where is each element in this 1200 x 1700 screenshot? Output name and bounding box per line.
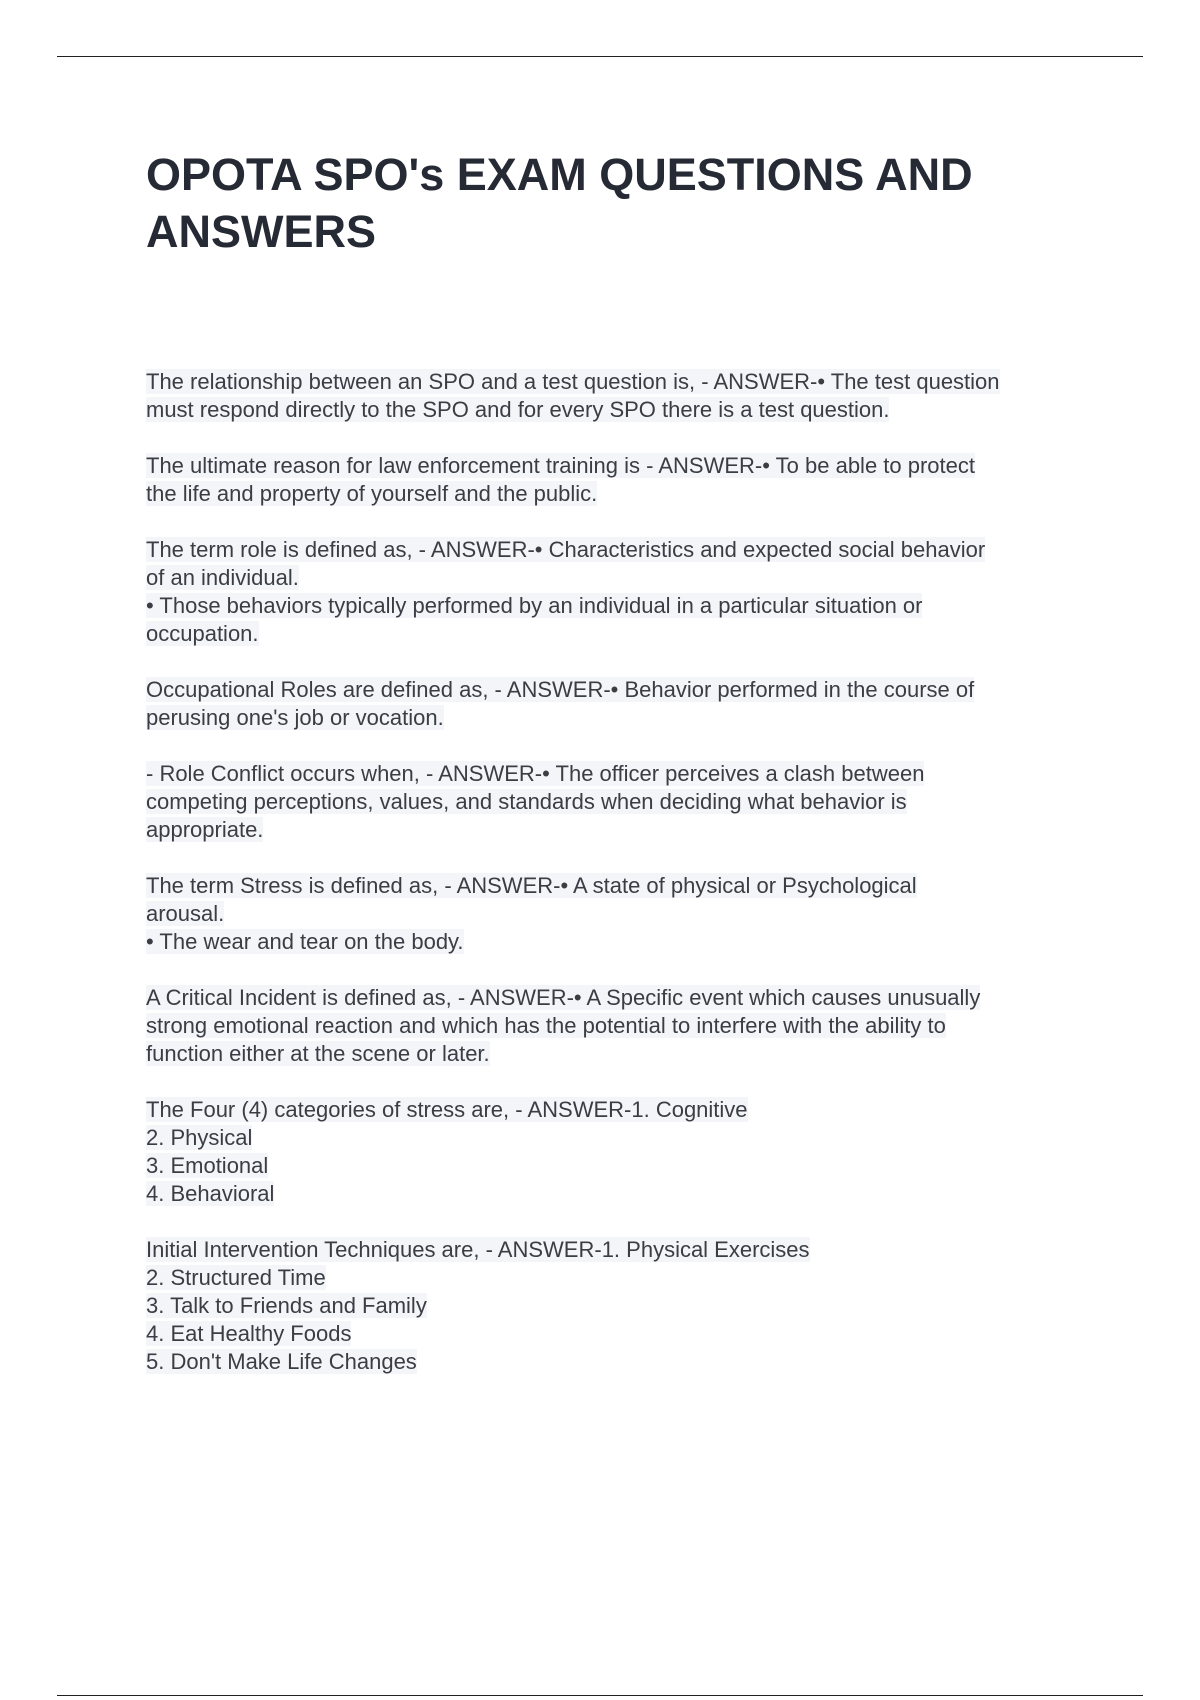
qa-item bbox=[146, 368, 1106, 424]
qa-line bbox=[146, 900, 1106, 928]
qa-line bbox=[146, 1180, 1106, 1208]
qa-line bbox=[146, 564, 1106, 592]
qa-line-text: appropriate. bbox=[146, 817, 264, 842]
qa-line-text: The term role is defined as, - ANSWER-• Characteristics and expected social behavior bbox=[146, 537, 986, 562]
qa-line-text: 4. Eat Healthy Foods bbox=[146, 1321, 352, 1346]
bottom-rule bbox=[57, 1695, 1143, 1696]
qa-line bbox=[146, 872, 1106, 900]
qa-line bbox=[146, 1124, 1106, 1152]
qa-line-text: must respond directly to the SPO and for every SPO there is a test question. bbox=[146, 397, 890, 422]
qa-line-text: - Role Conflict occurs when, - ANSWER-• The officer perceives a clash between bbox=[146, 761, 925, 786]
qa-line bbox=[146, 1012, 1106, 1040]
qa-line-text: strong emotional reaction and which has the potential to interfere with the ability to bbox=[146, 1013, 946, 1038]
qa-line-text: perusing one's job or vocation. bbox=[146, 705, 444, 730]
qa-line-text: The relationship between an SPO and a test question is, - ANSWER-• The test question bbox=[146, 369, 1000, 394]
qa-line-text: the life and property of yourself and the public. bbox=[146, 481, 598, 506]
qa-line bbox=[146, 1348, 1106, 1376]
qa-line-text: 2. Physical bbox=[146, 1125, 253, 1150]
qa-line-text: of an individual. bbox=[146, 565, 299, 590]
qa-line bbox=[146, 1264, 1106, 1292]
qa-item bbox=[146, 676, 1106, 732]
qa-line-text: arousal. bbox=[146, 901, 225, 926]
qa-item bbox=[146, 872, 1106, 956]
qa-item bbox=[146, 760, 1106, 844]
qa-line bbox=[146, 368, 1106, 396]
qa-line bbox=[146, 1040, 1106, 1068]
qa-line bbox=[146, 984, 1106, 1012]
qa-line bbox=[146, 620, 1106, 648]
qa-line-text: 3. Emotional bbox=[146, 1153, 269, 1178]
qa-line-text: function either at the scene or later. bbox=[146, 1041, 490, 1066]
qa-line-text: 3. Talk to Friends and Family bbox=[146, 1293, 427, 1318]
qa-line bbox=[146, 704, 1106, 732]
qa-line bbox=[146, 816, 1106, 844]
qa-line-text: Occupational Roles are defined as, - ANSWER-• Behavior performed in the course of bbox=[146, 677, 975, 702]
qa-line-text: A Critical Incident is defined as, - ANSWER-• A Specific event which causes unusually bbox=[146, 985, 981, 1010]
qa-line-text: The Four (4) categories of stress are, - ANSWER-1. Cognitive bbox=[146, 1097, 748, 1122]
qa-item bbox=[146, 984, 1106, 1068]
qa-line bbox=[146, 592, 1106, 620]
qa-list bbox=[146, 368, 1106, 1404]
qa-line-text: Initial Intervention Techniques are, - ANSWER-1. Physical Exercises bbox=[146, 1237, 810, 1262]
qa-line bbox=[146, 760, 1106, 788]
qa-line bbox=[146, 1152, 1106, 1180]
top-rule bbox=[57, 56, 1143, 57]
qa-line bbox=[146, 1096, 1106, 1124]
qa-line-text: 2. Structured Time bbox=[146, 1265, 326, 1290]
qa-line-text: The ultimate reason for law enforcement training is - ANSWER-• To be able to protect bbox=[146, 453, 976, 478]
qa-line-text: occupation. bbox=[146, 621, 259, 646]
qa-item bbox=[146, 1236, 1106, 1376]
qa-line-text: • The wear and tear on the body. bbox=[146, 929, 464, 954]
qa-item bbox=[146, 452, 1106, 508]
qa-line bbox=[146, 396, 1106, 424]
qa-item bbox=[146, 1096, 1106, 1208]
qa-line bbox=[146, 788, 1106, 816]
qa-line bbox=[146, 480, 1106, 508]
qa-line-text: 5. Don't Make Life Changes bbox=[146, 1349, 417, 1374]
qa-line bbox=[146, 536, 1106, 564]
qa-line-text: • Those behaviors typically performed by an individual in a particular situation or bbox=[146, 593, 923, 618]
qa-line bbox=[146, 928, 1106, 956]
qa-item bbox=[146, 536, 1106, 648]
qa-line bbox=[146, 1236, 1106, 1264]
qa-line bbox=[146, 1292, 1106, 1320]
document-title: OPOTA SPO's EXAM QUESTIONS AND ANSWERS bbox=[146, 149, 973, 257]
qa-line bbox=[146, 1320, 1106, 1348]
qa-line bbox=[146, 676, 1106, 704]
qa-line-text: The term Stress is defined as, - ANSWER-• A state of physical or Psychological bbox=[146, 873, 917, 898]
qa-line bbox=[146, 452, 1106, 480]
qa-line-text: competing perceptions, values, and standards when deciding what behavior is bbox=[146, 789, 907, 814]
qa-line-text: 4. Behavioral bbox=[146, 1181, 275, 1206]
